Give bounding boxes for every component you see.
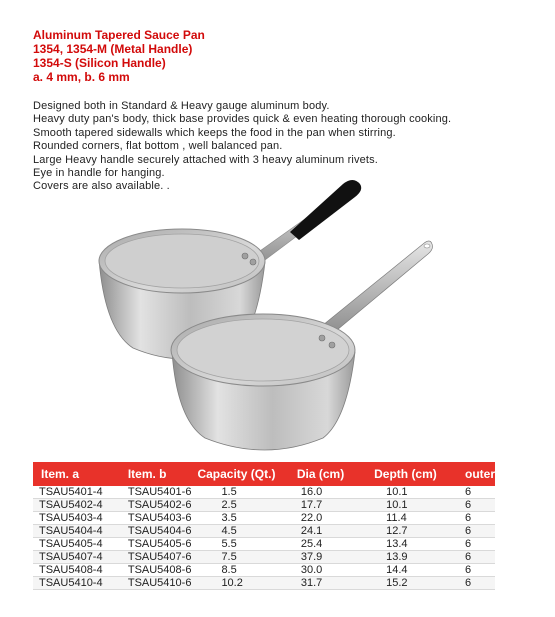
cell-outer: 6 [461,551,495,564]
cell-depth: 10.1 [368,499,461,512]
cell-depth: 15.2 [368,577,461,590]
spec-table [33,462,495,590]
description-line: Large Heavy handle securely attached with 3 heavy aluminum rivets. [33,153,378,166]
sauce-pans-photo [85,170,445,470]
model-line-silicon: 1354-S (Silicon Handle) [33,56,166,70]
cell-outer: 6 [461,538,495,551]
cell-item-b: TSAU5404-6 [122,525,192,538]
model-line-metal: 1354, 1354-M (Metal Handle) [33,42,193,56]
cell-item-b: TSAU5401-6 [122,486,192,499]
cell-diameter: 22.0 [291,512,368,525]
description-line: Eye in handle for hanging. [33,167,165,180]
cell-item-a: TSAU5408-4 [33,564,122,577]
description-line: Covers are also available. . [33,180,170,193]
header-item-b: Item. b [122,462,192,486]
cell-capacity: 4.5 [191,525,290,538]
cell-diameter: 31.7 [291,577,368,590]
cell-capacity: 5.5 [191,538,290,551]
cell-capacity: 3.5 [191,512,290,525]
cell-capacity: 2.5 [191,499,290,512]
description-line: Heavy duty pan's body, thick base provides quick & even heating thorough cooking. [33,113,452,126]
description-line: Smooth tapered sidewalls which keeps the food in the pan when stirring. [33,126,396,139]
cell-diameter: 37.9 [291,551,368,564]
header-diameter: Dia (cm) [291,462,368,486]
description-line: Rounded corners, flat bottom , well balanced pan. [33,140,283,153]
table-row [33,512,495,525]
table-row [33,525,495,538]
description-line: Designed both in Standard & Heavy gauge aluminum body. [33,100,330,112]
cell-depth: 14.4 [368,564,461,577]
cell-diameter: 24.1 [291,525,368,538]
cell-capacity: 1.5 [191,486,290,499]
cell-item-a: TSAU5407-4 [33,551,122,564]
cell-diameter: 16.0 [291,486,368,499]
table-row [33,499,495,512]
cell-item-b: TSAU5407-6 [122,551,192,564]
cell-outer: 6 [461,564,495,577]
front-pan-handle [323,241,433,335]
cell-item-b: TSAU5408-6 [122,564,192,577]
table-row [33,551,495,564]
cell-item-a: TSAU5402-4 [33,499,122,512]
cell-diameter: 17.7 [291,499,368,512]
cell-outer: 6 [461,486,495,499]
table-row [33,577,495,590]
header-depth: Depth (cm) [368,462,461,486]
back-pan-handle [250,180,361,266]
cell-outer: 6 [461,512,495,525]
table-header-row [33,462,495,486]
header-item-a: Item. a [33,462,122,486]
cell-depth: 13.4 [368,538,461,551]
cell-diameter: 30.0 [291,564,368,577]
cell-item-a: TSAU5401-4 [33,486,122,499]
cell-item-b: TSAU5410-6 [122,577,192,590]
product-title: Aluminum Tapered Sauce Pan [33,28,205,42]
table-row [33,564,495,577]
product-title-block [33,28,205,84]
cell-depth: 10.1 [368,486,461,499]
cell-item-b: TSAU5403-6 [122,512,192,525]
cell-capacity: 7.5 [191,551,290,564]
cell-depth: 13.9 [368,551,461,564]
header-outer: outer [461,462,495,486]
cell-depth: 11.4 [368,512,461,525]
cell-outer: 6 [461,577,495,590]
cell-outer: 6 [461,499,495,512]
cell-diameter: 25.4 [291,538,368,551]
thickness-line: a. 4 mm, b. 6 mm [33,70,130,84]
header-capacity: Capacity (Qt.) [191,462,290,486]
cell-item-a: TSAU5404-4 [33,525,122,538]
cell-item-a: TSAU5403-4 [33,512,122,525]
cell-item-a: TSAU5405-4 [33,538,122,551]
cell-capacity: 10.2 [191,577,290,590]
cell-outer: 6 [461,525,495,538]
table-row [33,538,495,551]
cell-item-b: TSAU5405-6 [122,538,192,551]
cell-capacity: 8.5 [191,564,290,577]
front-pan [171,314,355,450]
cell-item-b: TSAU5402-6 [122,499,192,512]
cell-item-a: TSAU5410-4 [33,577,122,590]
table-row [33,486,495,499]
cell-depth: 12.7 [368,525,461,538]
